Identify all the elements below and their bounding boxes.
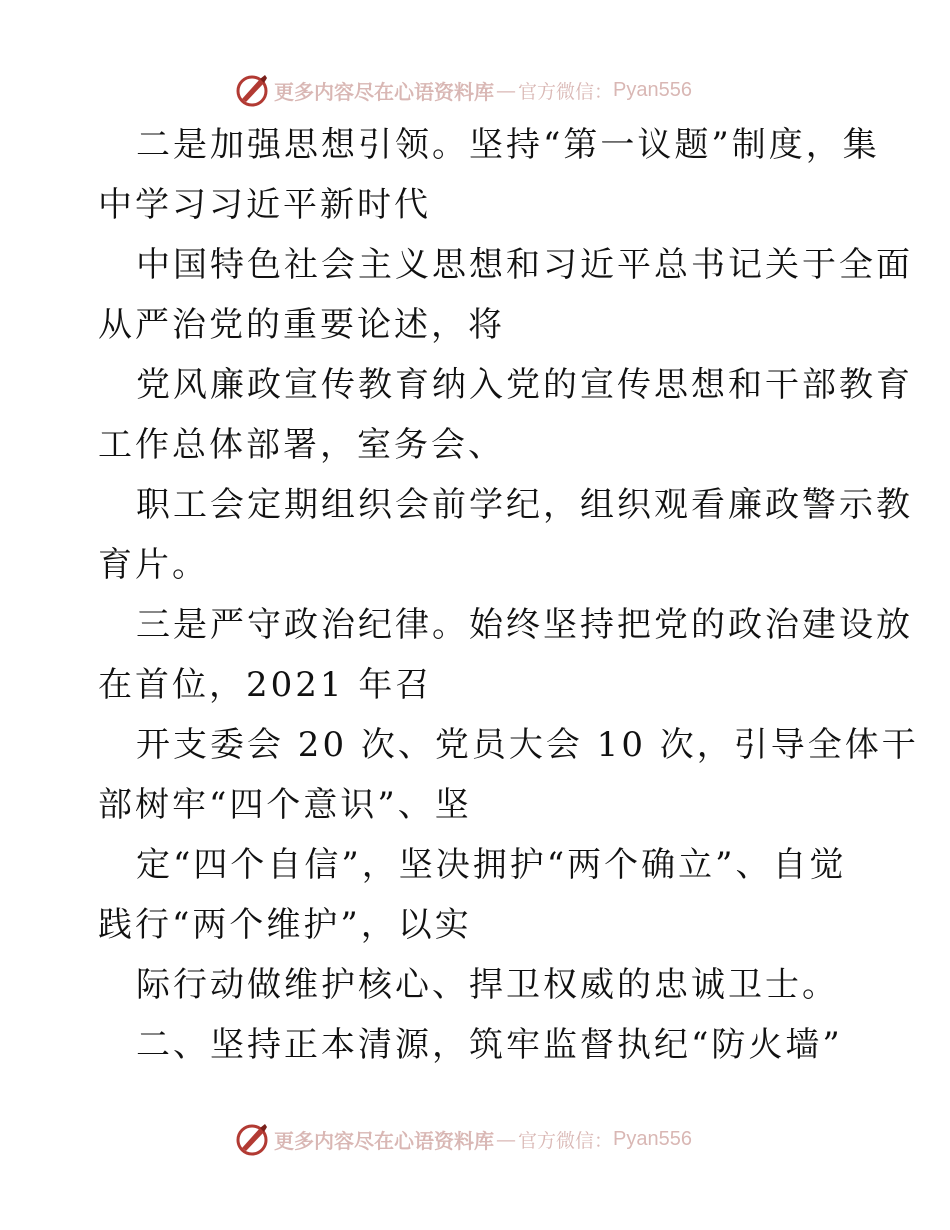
- body-line: 党风廉政宣传教育纳入党的宣传思想和干部教育: [136, 365, 913, 405]
- watermark-label: 官方微信：: [518, 1129, 614, 1152]
- watermark-text: 更多内容尽在心语资料库: [274, 79, 494, 104]
- pen-logo-icon: [234, 72, 270, 108]
- body-line: 从严治党的重要论述，将: [98, 305, 505, 345]
- watermark-header: [234, 70, 754, 110]
- watermark-text: 更多内容尽在心语资料库: [274, 1128, 494, 1153]
- body-line: 中国特色社会主义思想和习近平总书记关于全面: [136, 245, 913, 285]
- watermark-id: Pyan556: [613, 1127, 692, 1150]
- body-line: 部树牢“四个意识”、坚: [98, 785, 472, 825]
- pen-logo-icon: [234, 1121, 270, 1157]
- watermark-footer: [234, 1119, 754, 1159]
- body-line: 际行动做维护核心、捍卫权威的忠诚卫士。: [136, 965, 839, 1005]
- body-line: 定“四个自信”，坚决拥护“两个确立”、自觉: [136, 845, 847, 885]
- body-line: 在首位，2021 年召: [98, 665, 433, 705]
- section-heading: 二、坚持正本清源，筑牢监督执纪“防火墙”: [136, 1025, 843, 1065]
- watermark-separator: —: [496, 78, 516, 102]
- body-line: 践行“两个维护”，以实: [98, 905, 472, 945]
- watermark-id: Pyan556: [613, 78, 692, 101]
- body-line: 二是加强思想引领。坚持“第一议题”制度，集: [136, 125, 880, 165]
- body-line: 育片。: [98, 545, 209, 585]
- body-line: 工作总体部署，室务会、: [98, 425, 505, 465]
- body-line: 开支委会 20 次、党员大会 10 次，引导全体干: [136, 725, 919, 765]
- body-line: 职工会定期组织会前学纪，组织观看廉政警示教: [136, 485, 913, 525]
- body-line: 三是严守政治纪律。始终坚持把党的政治建设放: [136, 605, 913, 645]
- body-line: 中学习习近平新时代: [98, 185, 431, 225]
- watermark-separator: —: [496, 1127, 516, 1151]
- watermark-label: 官方微信：: [518, 80, 614, 103]
